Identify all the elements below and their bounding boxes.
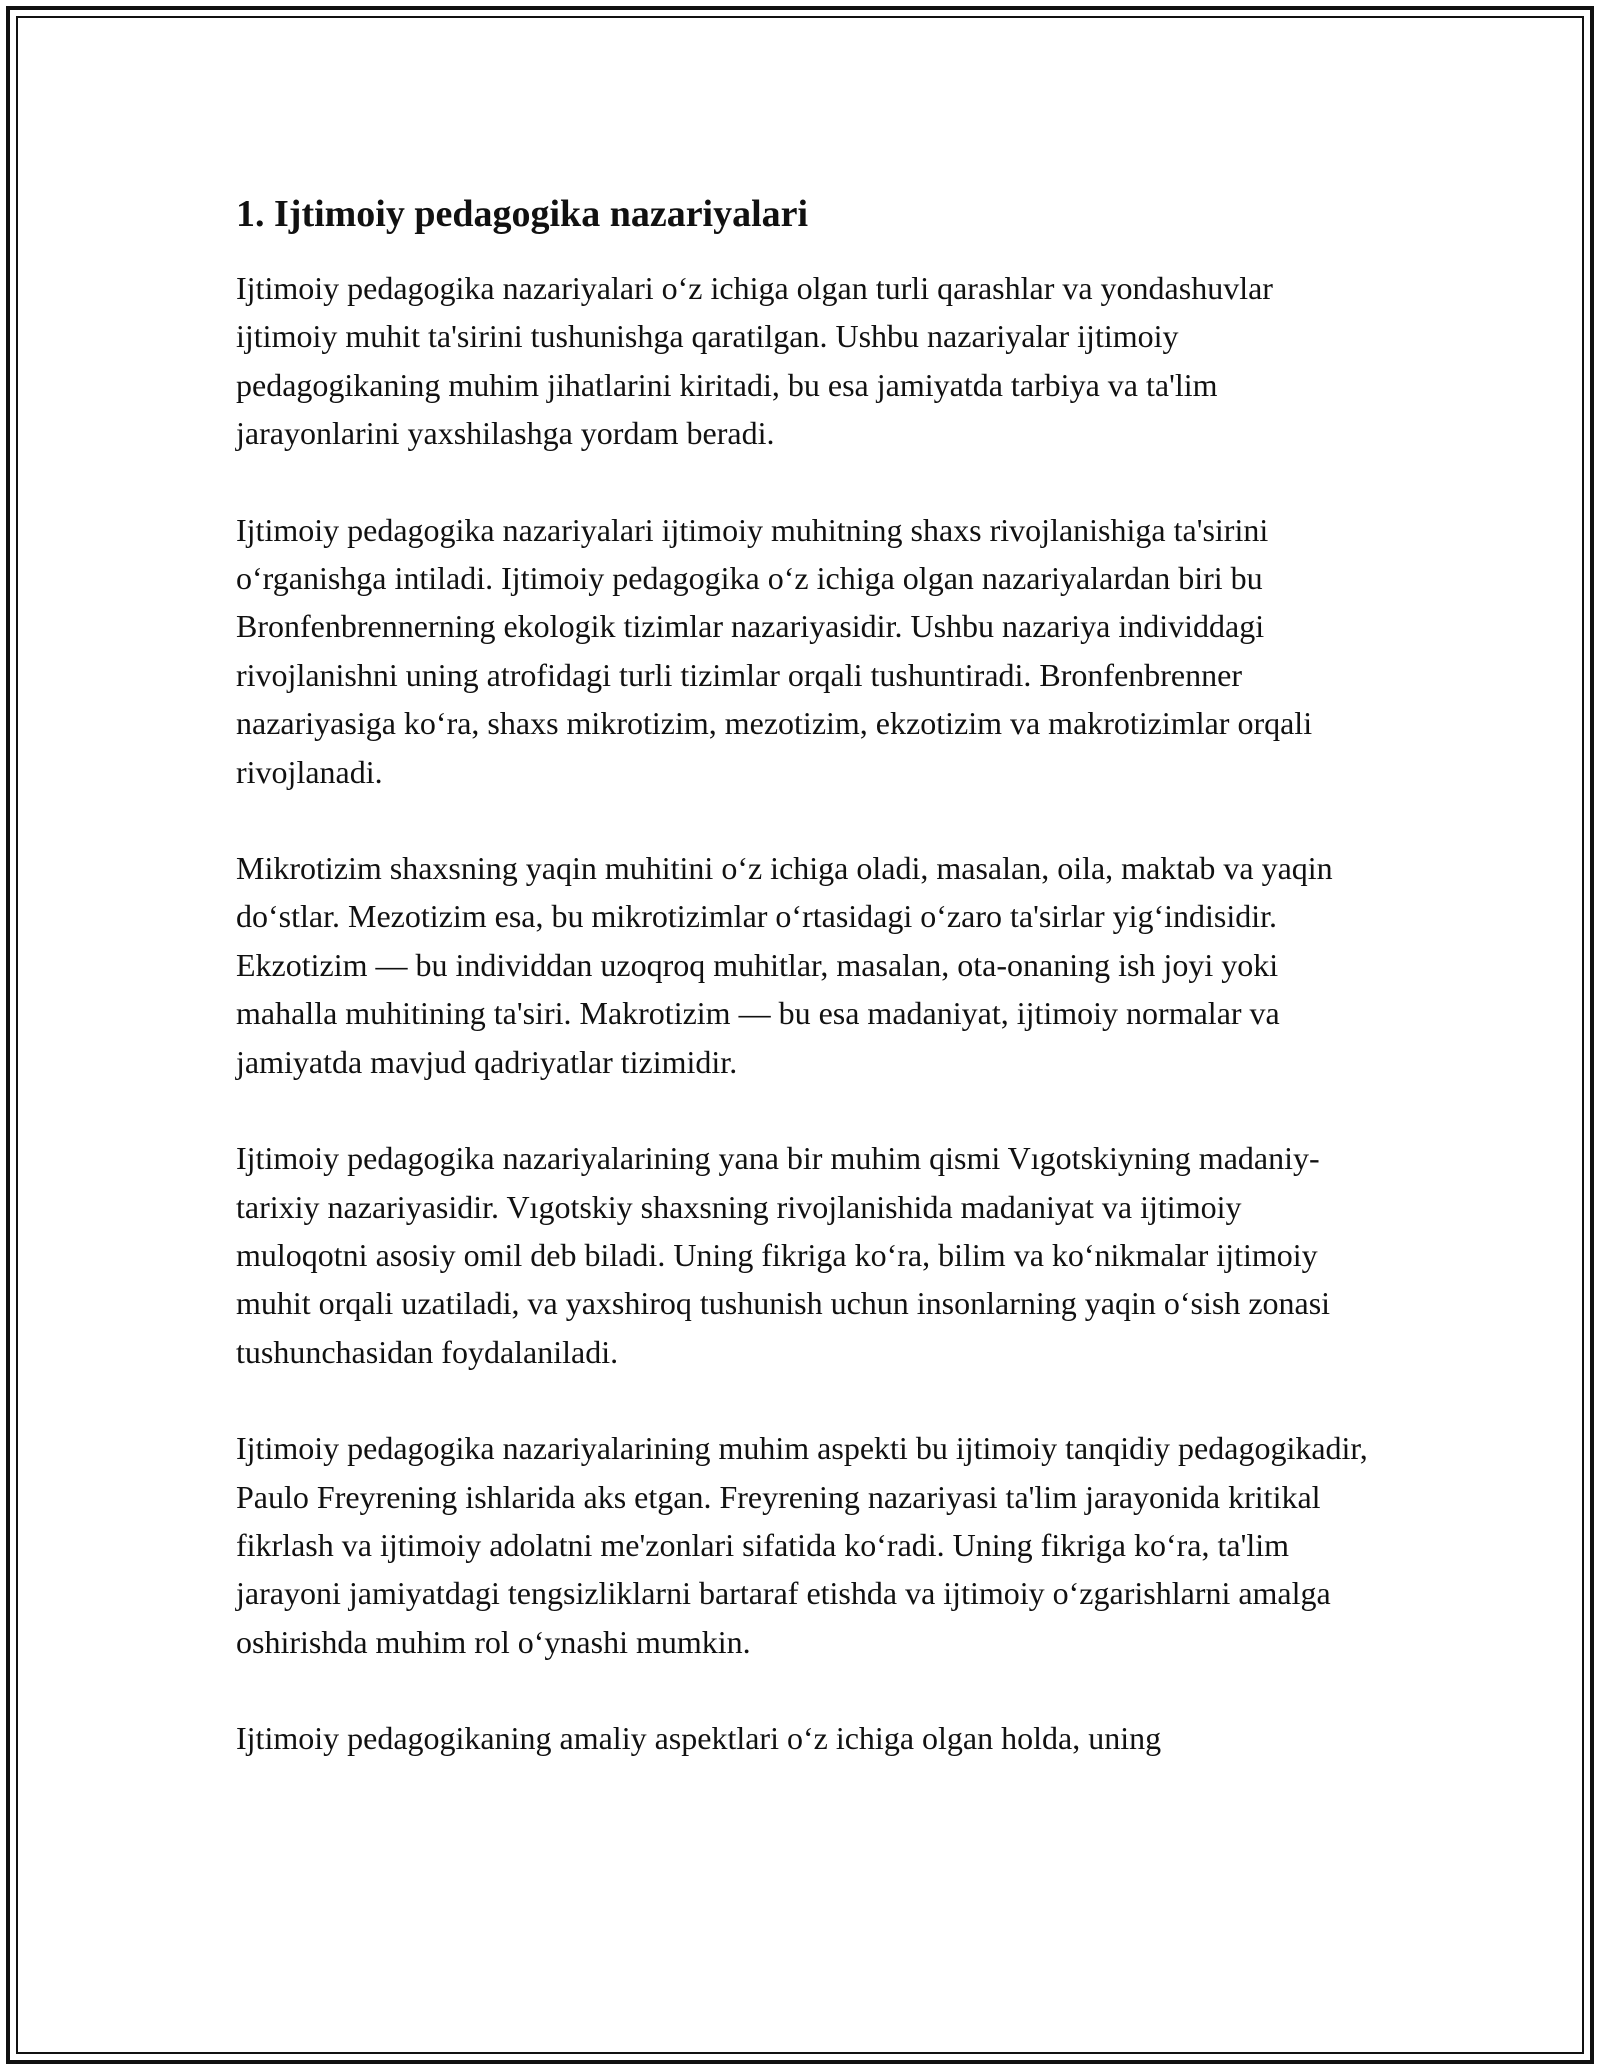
- document-body: [236, 186, 1376, 1811]
- paragraph-bronfenbrenner: Ijtimoiy pedagogika nazariyalari ijtimoiy muhitning shaxs rivojlanishiga ta'sirini o‘rganishga intiladi. Ijtimoiy pedagogika o‘z ichiga olgan nazariyalardan biri bu Bronfenbrennerning ekologik tizimlar nazariyasidir. Ushbu nazariya individdagi rivojlanishni uning atrofidagi turli tizimlar orqali tushuntiradi. Bronfenbrenner nazariyasiga ko‘ra, shaxs mikrotizim, mezotizim, ekzotizim va makrotizimlar orqali rivojlanadi.: [236, 511, 1313, 790]
- paragraph-intro: Ijtimoiy pedagogika nazariyalari o‘z ichiga olgan turli qarashlar va yondashuvlar ijtimoiy muhit ta'sirini tushunishga qaratilgan. Ushbu nazariyalar ijtimoiy pedagogikaning muhim jihatlarini kiritadi, bu esa jamiyatda tarbiya va ta'lim jarayonlarini yaxshilashga yordam beradi.: [236, 270, 1273, 452]
- section-heading: 1. Ijtimoiy pedagogika nazariyalari: [236, 193, 809, 235]
- paragraph-freire: Ijtimoiy pedagogika nazariyalarining muhim aspekti bu ijtimoiy tanqidiy pedagogikadir, Paulo Freyrening ishlarida aks etgan. Freyrening nazariyasi ta'lim jarayonida kritikal fikrlash va ijtimoiy adolatni me'zonlari sifatida ko‘radi. Uning fikriga ko‘ra, ta'lim jarayoni jamiyatdagi tengsizliklarni bartaraf etishda va ijtimoiy o‘zgarishlarni amalga oshirishda muhim rol o‘ynashi mumkin.: [236, 1430, 1368, 1660]
- paragraph-practical: Ijtimoiy pedagogikaning amaliy aspektlari o‘z ichiga olgan holda, uning: [236, 1720, 1162, 1757]
- paragraph-systems: Mikrotizim shaxsning yaqin muhitini o‘z ichiga oladi, masalan, oila, maktab va yaqin do‘stlar. Mezotizim esa, bu mikrotizimlar o‘rtasidagi o‘zaro ta'sirlar yig‘indisidir. Ekzotizim — bu individdan uzoqroq muhitlar, masalan, ota-onaning ish joyi yoki mahalla muhitining ta'siri. Makrotizim — bu esa madaniyat, ijtimoiy normalar va jamiyatda mavjud qadriyatlar tizimidir.: [236, 850, 1333, 1080]
- paragraph-vygotsky: Ijtimoiy pedagogika nazariyalarining yana bir muhim qismi Vıgotskiyning madaniy-tarixiy nazariyasidir. Vıgotskiy shaxsning rivojlanishida madaniyat va ijtimoiy muloqotni asosiy omil deb biladi. Uning fikriga ko‘ra, bilim va ko‘nikmalar ijtimoiy muhit orqali uzatiladi, va yaxshiroq tushunish uchun insonlarning yaqin o‘sish zonasi tushunchasidan foydalaniladi.: [236, 1140, 1331, 1370]
